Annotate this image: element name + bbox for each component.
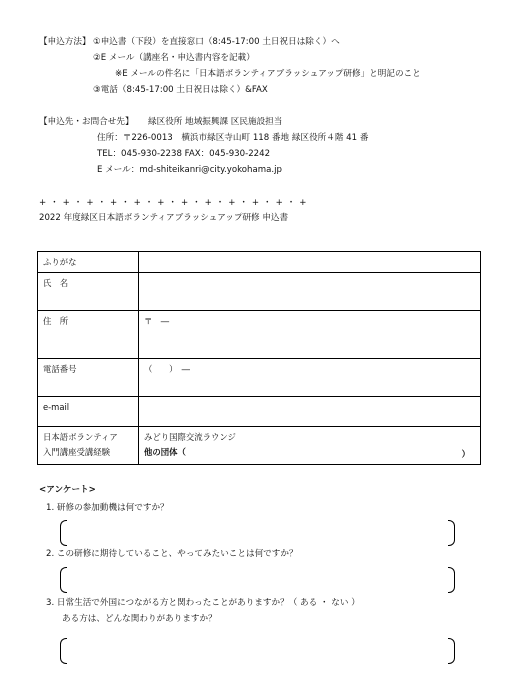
experience-option-lounge: みどり国際交流ラウンジ: [144, 432, 236, 442]
phone-field[interactable]: [139, 359, 481, 397]
cut-line: + ・ + ・ + ・ + ・ + ・ + ・ + ・ + ・ + ・ + ・ + ・ +: [39, 198, 308, 208]
contact-address: 住所：〒226-0013 横浜市緑区寺山町 118 番地 緑区役所４階 41 番: [97, 133, 369, 143]
survey-header: <アンケート>: [39, 485, 96, 495]
table-row: [38, 359, 481, 397]
address-label: 住 所: [38, 311, 139, 359]
experience-label-line-1: 日本語ボランティア: [43, 432, 118, 442]
table-row: [38, 252, 481, 273]
experience-label: [38, 427, 139, 465]
form-title: 2022 年度緑区日本語ボランティアブラッシュアップ研修 申込書: [39, 213, 289, 223]
answer-1-open-bracket: [60, 520, 67, 546]
answer-1-close-bracket: [448, 520, 455, 546]
table-row: [38, 311, 481, 359]
survey-question-3-sub: ある方は、どんな関わりがありますか？: [62, 614, 217, 624]
experience-label-line-2: 入門講座受講経験: [43, 447, 110, 457]
name-field[interactable]: [139, 273, 481, 311]
experience-option-other-close: ）: [461, 449, 470, 459]
application-method-line-3: ※E メールの件名に「日本語ボランティアブラッシュアップ研修」と明記のこと: [115, 69, 421, 79]
answer-3-close-bracket: [448, 638, 455, 664]
application-method-line-1: ①申込書（下段）を直接窓口（8:45-17:00 土日祝日は除く）へ: [93, 37, 340, 47]
contact-email[interactable]: E メール：md-shiteikanri@city.yokohama.jp: [97, 165, 282, 175]
application-method-line-4: ③電話（8:45-17:00 土日祝日は除く）&FAX: [93, 85, 268, 95]
answer-3-open-bracket: [60, 638, 67, 664]
table-row: [38, 397, 481, 427]
name-label: 氏 名: [38, 273, 139, 311]
experience-field[interactable]: [139, 427, 481, 465]
contact-org: 緑区役所 地域振興課 区民施設担当: [148, 117, 283, 127]
address-field[interactable]: [139, 311, 481, 359]
email-field[interactable]: [139, 397, 481, 427]
contact-label: 【申込先・お問合せ先】: [39, 117, 134, 127]
email-label: e-mail: [38, 397, 139, 427]
answer-2-open-bracket: [60, 567, 67, 593]
application-form-table: [37, 251, 481, 465]
address-prefix: 〒 ―: [144, 316, 170, 326]
phone-label: 電話番号: [38, 359, 139, 397]
survey-question-1: 1. 研修の参加動機は何ですか？: [46, 503, 169, 513]
application-method-line-2: ②E メール（講座名・申込書内容を記載）: [93, 53, 255, 63]
table-row: [38, 273, 481, 311]
survey-question-3: 3. 日常生活で外国につながる方と関わったことがありますか？（ ある ・ ない ）: [46, 598, 360, 608]
application-method-label: 【申込方法】: [39, 37, 91, 47]
experience-option-other: 他の団体（: [144, 447, 186, 457]
table-row: [38, 427, 481, 465]
contact-tel-fax: TEL：045-930-2238 FAX：045-930-2242: [97, 149, 271, 159]
furigana-label: ふりがな: [38, 252, 139, 273]
phone-template: （ ） ―: [144, 364, 191, 374]
answer-2-close-bracket: [448, 567, 455, 593]
survey-question-2: 2. この研修に期待していること、やってみたいことは何ですか？: [46, 549, 298, 559]
furigana-field[interactable]: [139, 252, 481, 273]
